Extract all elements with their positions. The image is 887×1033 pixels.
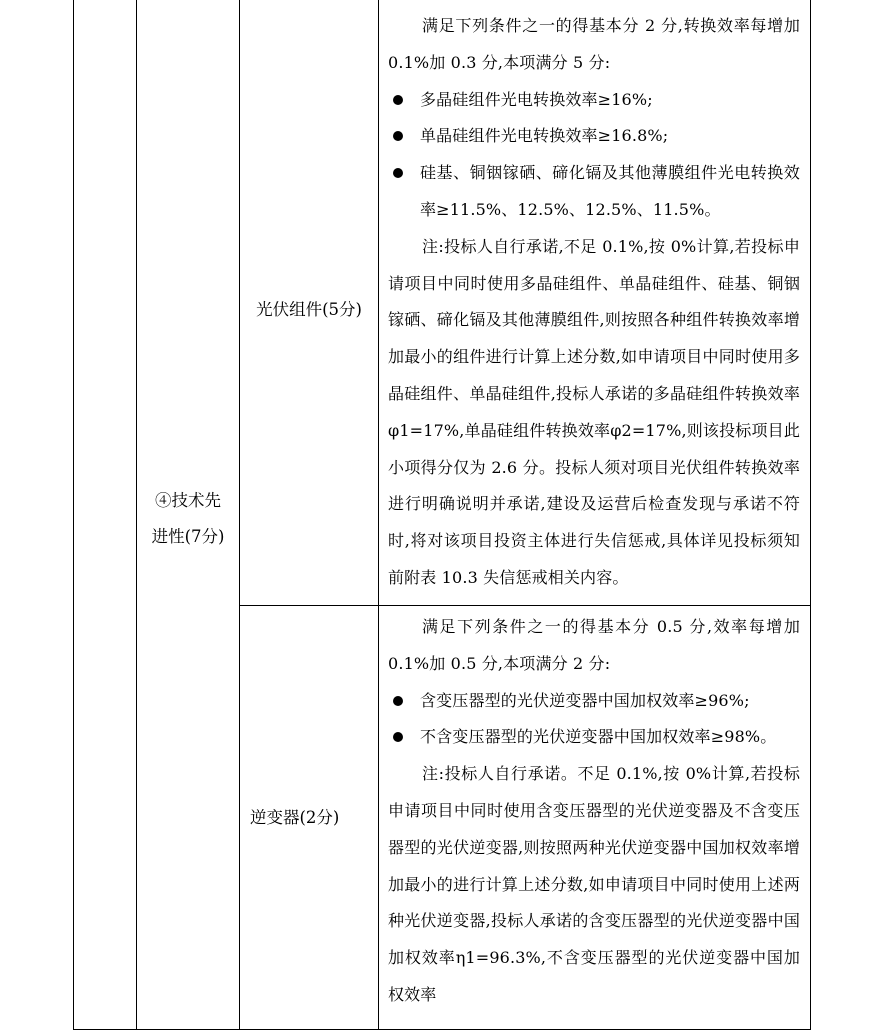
- criteria-bullet-with-transformer: 含变压器型的光伏逆变器中国加权效率≥96%;: [388, 683, 800, 720]
- criteria-note: 注:投标人自行承诺,不足 0.1%,按 0%计算,若投标申请项目中同时使用多晶硅组件、单晶硅组件、硅基、铜铟镓硒、碲化镉及其他薄膜组件,则按照各种组件转换效率增加最小的组件进行计算上述分数,如申请项目中同时使用多晶硅组件、单晶硅组件,投标人承诺的多晶硅组件转换效率φ1=17%,单晶硅组件转换效率φ2=17%,则该投标项目此小项得分仅为 2.6 分。投标人须对项目光伏组件转换效率进行明确说明并承诺,建设及运营后检查发现与承诺不符时,将对该项目投资主体进行失信惩戒,具体详见投标须知前附表 10.3 失信惩戒相关内容。: [388, 236, 800, 587]
- category-label-line1: ④技术先: [155, 491, 221, 510]
- criteria-bullet-without-transformer: 不含变压器型的光伏逆变器中国加权效率≥98%。: [388, 719, 800, 756]
- criteria-intro: 满足下列条件之一的得基本分 0.5 分,效率每增加 0.1%加 0.5 分,本项满分 2 分:: [388, 617, 800, 673]
- criteria-note: 注:投标人自行承诺。不足 0.1%,按 0%计算,若投标申请项目中同时使用含变压器型的光伏逆变器及不含变压器型的光伏逆变器,则按照两种光伏逆变器中国加权效率增加最小的进行计算上述分数,如申请项目中同时使用上述两种光伏逆变器,投标人承诺的含变压器型的光伏逆变器中国加权效率η1=96.3%,不含变压器型的光伏逆变器中国加权效率: [388, 764, 800, 1004]
- criteria-intro: 满足下列条件之一的得基本分 2 分,转换效率每增加 0.1%加 0.3 分,本项满分 5 分:: [388, 16, 800, 72]
- category-label-line2: 进性(7分): [151, 527, 225, 546]
- table-border-col2: [239, 0, 240, 1030]
- criteria-bullet-polysilicon: 多晶硅组件光电转换效率≥16%;: [388, 82, 800, 119]
- item-label-inverter: 逆变器(2分): [250, 808, 340, 827]
- table-border-left: [73, 0, 74, 1030]
- table-border-right: [810, 0, 811, 1030]
- item-label-pv-modules: 光伏组件(5分): [256, 300, 362, 319]
- criteria-bullet-thin-film: 硅基、铜铟镓硒、碲化镉及其他薄膜组件光电转换效率≥11.5%、12.5%、12.5%、11.5%。: [388, 155, 800, 229]
- criteria-inverter: [388, 609, 800, 1014]
- criteria-bullet-monosilicon: 单晶硅组件光电转换效率≥16.8%;: [388, 118, 800, 155]
- table-border-col3: [378, 0, 379, 1030]
- criteria-pv-modules: [388, 8, 800, 597]
- category-label: [137, 483, 239, 555]
- table-border-bottom: [73, 1029, 811, 1030]
- row-divider: [239, 605, 811, 606]
